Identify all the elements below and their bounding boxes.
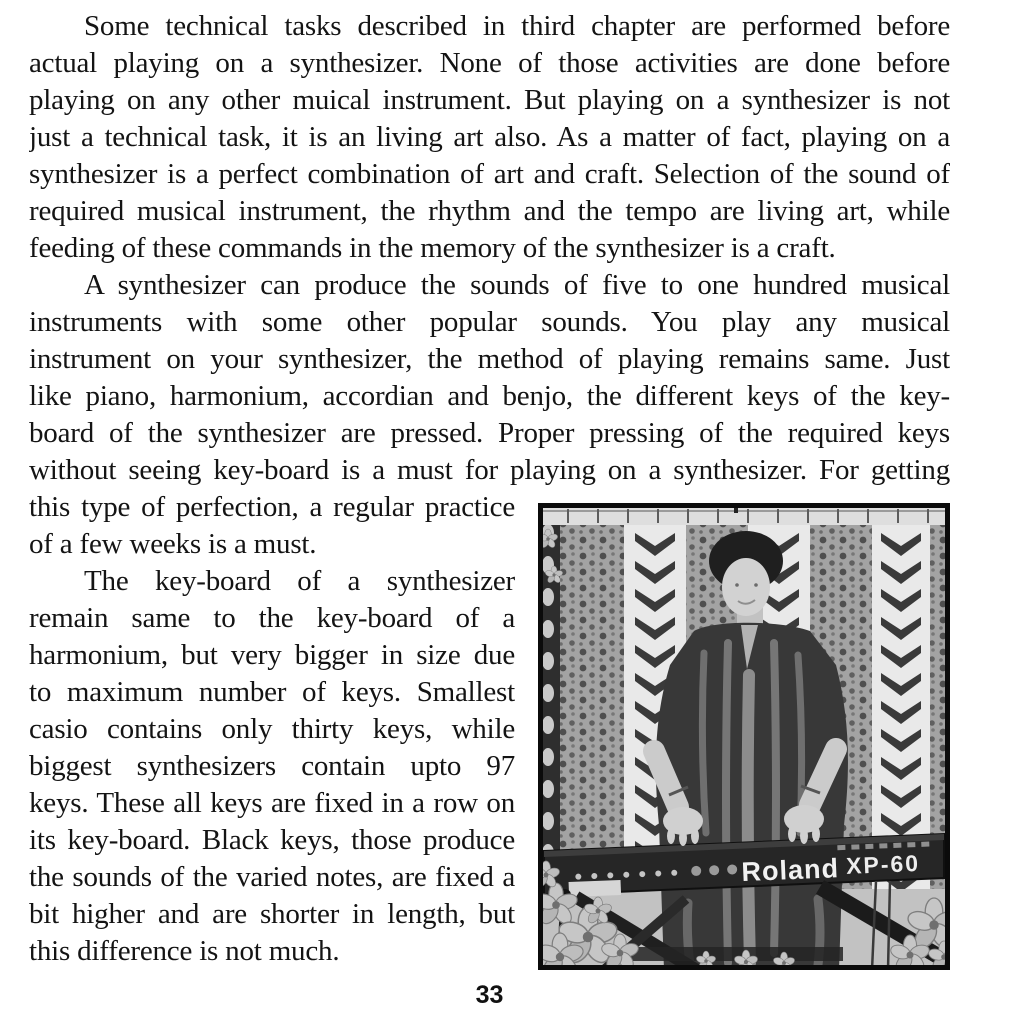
text-line: this difference is not much.	[29, 935, 340, 967]
text-line: playing on any other muical instrument. But playing on a synthesizer is not	[29, 84, 950, 116]
text-line: feeding of these commands in the memory of the synthesizer is a craft.	[29, 232, 836, 264]
text-line: just a technical task, it is an living art also. As a matter of fact, playing on a	[29, 121, 950, 153]
text-line: biggest synthesizers contain upto 97	[29, 750, 515, 782]
text-line: instruments with some other popular sounds. You play any musical	[29, 306, 950, 338]
text-line: board of the synthesizer are pressed. Proper pressing of the required keys	[29, 417, 950, 449]
text-line: like piano, harmonium, accordian and benjo, the different keys of the key-	[29, 380, 950, 412]
text-line: synthesizer is a perfect combination of art and craft. Selection of the sound of	[29, 158, 950, 190]
text-line: required musical instrument, the rhythm and the tempo are living art, while	[29, 195, 950, 227]
text-line: remain same to the key-board of a	[29, 602, 515, 634]
text-line: A synthesizer can produce the sounds of five to one hundred musical	[84, 269, 950, 301]
text-line: of a few weeks is a must.	[29, 528, 317, 560]
photo-illustration	[538, 503, 950, 970]
keyboard-brand-label: Roland	[740, 853, 840, 888]
text-line: without seeing key-board is a must for playing on a synthesizer. For getting	[29, 454, 950, 486]
text-line: to maximum number of keys. Smallest	[29, 676, 515, 708]
text-line: actual playing on a synthesizer. None of those activities are done before	[29, 47, 950, 79]
text-line: its key-board. Black keys, those produce	[29, 824, 515, 856]
text-line: harmonium, but very bigger in size due	[29, 639, 515, 671]
text-line: The key-board of a synthesizer	[84, 565, 515, 597]
text-line: Some technical tasks described in third chapter are performed before	[84, 10, 950, 42]
face	[722, 558, 770, 616]
text-line: this type of perfection, a regular practice	[29, 491, 515, 523]
text-line: instrument on your synthesizer, the method of playing remains same. Just	[29, 343, 950, 375]
keyboard-sticker	[569, 880, 622, 897]
stage-edge	[608, 947, 843, 961]
text-line: the sounds of the varied notes, are fixed a	[29, 861, 515, 893]
text-line: casio contains only thirty keys, while	[29, 713, 515, 745]
keyboard-model-label: XP-60	[845, 849, 921, 879]
text-line: bit higher and are shorter in length, but	[29, 898, 515, 930]
page-number: 33	[475, 981, 504, 1009]
text-line: keys. These all keys are fixed in a row on	[29, 787, 515, 819]
photo-man-playing-synthesizer	[538, 503, 950, 970]
